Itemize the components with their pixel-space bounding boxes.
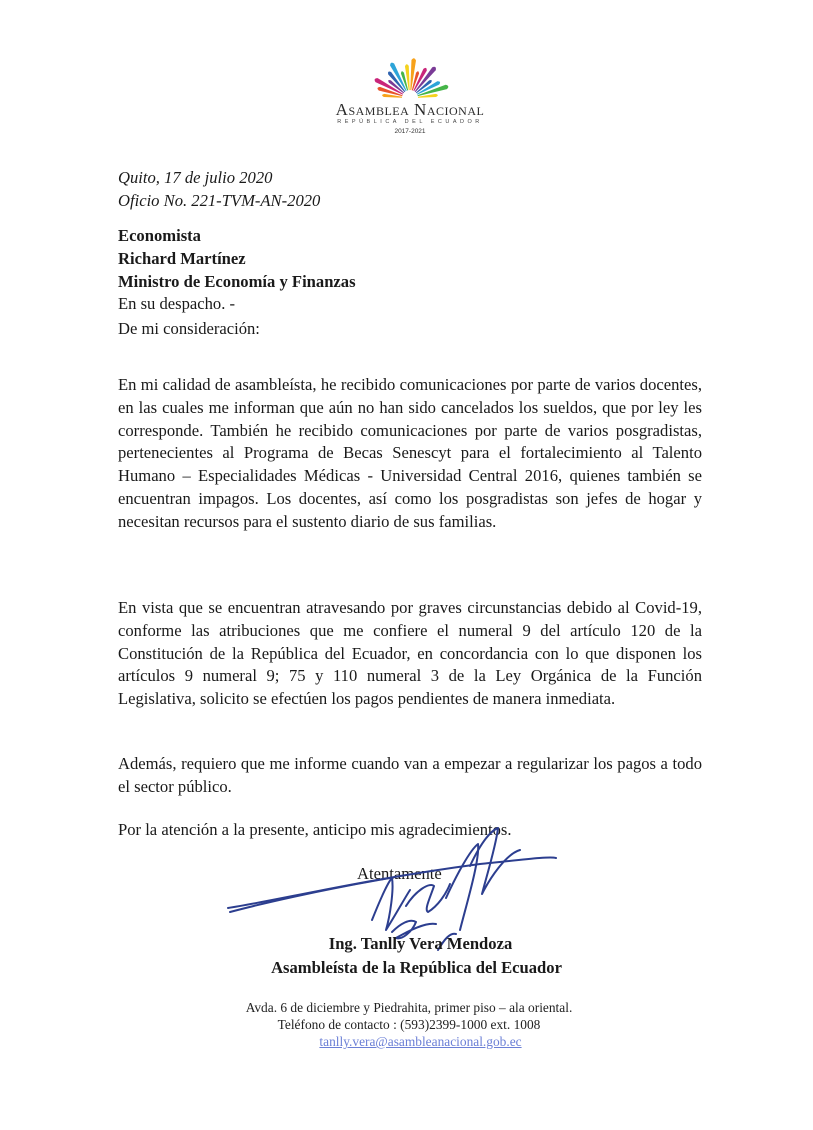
footer-phone: Teléfono de contacto : (593)2399-1000 ext. 1008 <box>277 1017 541 1032</box>
closing-line: Por la atención a la presente, anticipo mis agradecimientos. <box>118 820 512 839</box>
addressee-title: Economista <box>118 226 201 245</box>
oficio-number: Oficio No. 221-TVM-AN-2020 <box>118 190 321 210</box>
salutation: Atentamente <box>357 864 442 883</box>
greeting: De mi consideración: <box>118 319 260 338</box>
paragraph-3: Además, requiero que me informe cuando van a empezar a regularizar los pagos a todo el sector público. <box>118 754 702 796</box>
footer-address: Avda. 6 de diciembre y Piedrahita, primer piso – ala oriental. <box>245 1000 573 1015</box>
addressee-name: Richard Martínez <box>118 248 246 268</box>
org-name: Asamblea Nacional <box>335 100 485 119</box>
paragraph-1: En mi calidad de asambleísta, he recibido comunicaciones por parte de varios docentes, en las cuales me informan que aún no han sido cancelados los sueldos, que por ley les corresponde. También he recibido comunicaciones por parte de varios posgradistas, pertenecientes al Programa de Becas Senescyt para el fortalecimiento al Talento Humano – Especialidades Médicas - Universidad Central 2016, quienes también se encuentran impagos. Los docentes, así como los posgradistas son jefes de hogar y necesitan recursos para el sustento diario de sus familias. <box>118 375 702 531</box>
paragraph-2: En vista que se encuentran atravesando por graves circunstancias debido al Covid-19, conforme las atribuciones que me confiere el numeral 9 del artículo 120 de la Constitución de la República del Ecuador, en concordancia con lo que disponen los artículos 9 numeral 9; 75 y 110 numeral 3 de la Ley Orgánica de la Función Legislativa, solicito se efectúen los pagos pendientes de manera inmediata. <box>118 598 702 709</box>
asamblea-sunburst-logo <box>362 52 458 100</box>
footer-email-link[interactable]: tanlly.vera@asambleanacional.gob.ec <box>319 1034 522 1049</box>
handwritten-signature <box>220 820 560 980</box>
org-period: 2017-2021 <box>394 128 426 135</box>
org-subtitle: REPÚBLICA DEL ECUADOR <box>337 119 483 125</box>
signer-name: Ing. Tanlly Vera Mendoza <box>328 934 513 953</box>
signer-role: Asambleísta de la República del Ecuador <box>271 958 562 977</box>
addressee-location: En su despacho. - <box>118 294 236 314</box>
letterhead <box>310 52 510 135</box>
letter-meta <box>118 167 702 213</box>
footer-contact <box>0 999 813 1050</box>
addressee-block <box>118 225 702 316</box>
addressee-position: Ministro de Economía y Finanzas <box>118 271 356 291</box>
letter-date: Quito, 17 de julio 2020 <box>118 168 273 187</box>
